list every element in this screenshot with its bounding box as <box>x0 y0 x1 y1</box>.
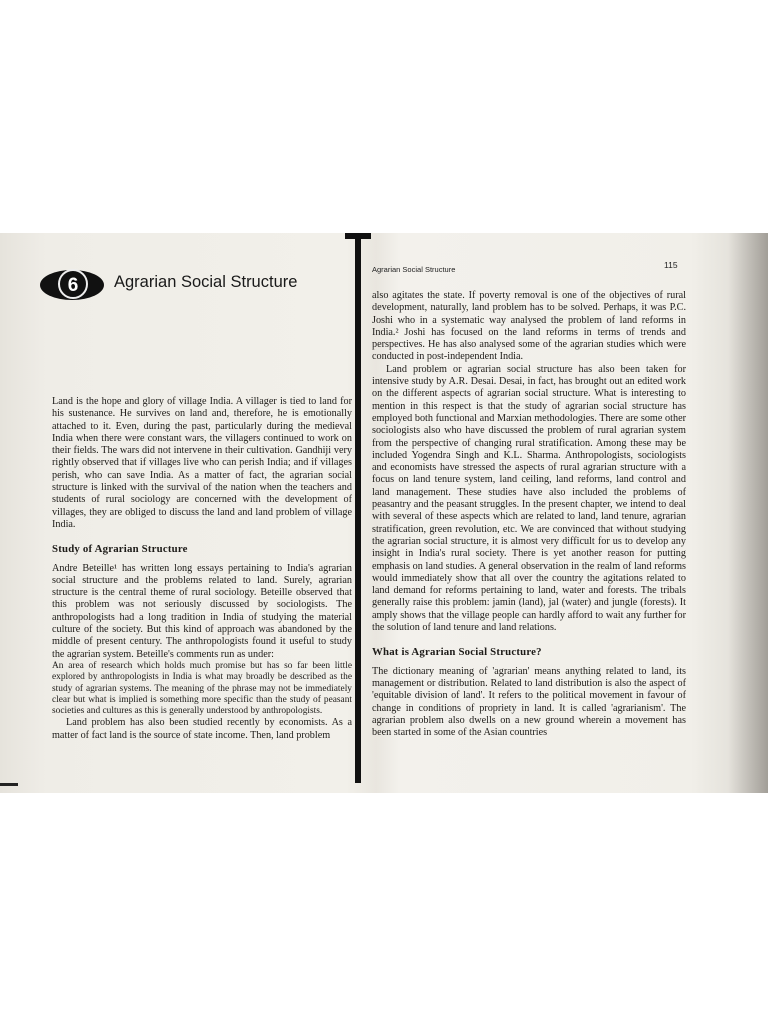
block-quote: An area of research which holds much promise but has so far been little explored by anthropologists in India is what may broadly be described as the study of agrarian systems. The meaning of the phrase may not be immediately clear but what is implied is something more specific than the study of peasant societies and cultures as this is generally understood by anthropologists. <box>52 660 352 717</box>
left-page-text <box>52 396 352 742</box>
intro-paragraph: Land is the hope and glory of village India. A villager is tied to land for his sustenance. He survives on land and, therefore, he is emotionally attached to it. Even, during the past, particularly during the medieval India when there were constant wars, the villagers continued to work on their fields. The wars did not intervene in their cultivation. Gandhiji very rightly observed that if villages live who can perish India; and if villages perish, who can save India. As a matter of fact, the agrarian social structure is linked with the survival of the nation when the teachers and students of rural sociology are concerned with the development of villages, they are obliged to discuss the land and land problem of village India. <box>52 396 352 530</box>
right-page-text <box>372 290 686 739</box>
running-head: Agrarian Social Structure <box>372 265 456 274</box>
paragraph: Land problem or agrarian social structure has also been taken for intensive study by A.R. Desai. Desai, in fact, has brought out an edited work on the different aspects of agrarian social structure. What is interesting to mention in this respect is that the study of agrarian social structure has employed both functional and Marxian methodologies. There are some other sociologists also who have discussed the problem of rural agrarian system from the perspective of changing rural stratification. Among these may be included Yogendra Singh and K.L. Sharma. Anthropologists, sociologists and economists have stressed the aspects of rural agrarian structure with a focus on land tenure system, land ceiling, land reforms, land control and land management. These studies have also included the problems of peasantry and the peasant struggles. In the present chapter, we intend to deal with several of these aspects which are related to land, land tenure, agrarian stratification, green revolution, etc. We are convinced that without studying the agrarian social structure, it is almost very difficult for us to develop any insight in India's rural society. There is yet another reason for putting emphasis on land studies. A general observation in the realm of land reforms would immediately show that all over the country the agitations related to land demand for reforms pertaining to land, water and forests. The tribals generally raise this problem: jamin (land), jal (water) and jungle (forests). It amply shows that the village people can hardly afford to wait any further for the solution of land tenure and land relations. <box>372 363 686 634</box>
chapter-number: 6 <box>58 269 88 299</box>
paragraph: Land problem has also been studied recently by economists. As a matter of fact land is the source of state income. Then, land problem <box>52 717 352 741</box>
paragraph: Andre Beteille¹ has written long essays pertaining to India's agrarian social structure and the problems related to land. Surely, agrarian structure is the central theme of rural sociology. Beteille observed that this problem was not seriously discussed by sociologists. The anthropologists had a long tradition in India of studying the material culture of the society. But this kind of approach was abandoned by the middle of present century. The anthropologists found it useful to study the agrarian system. Beteille's comments run as under: <box>52 562 352 660</box>
paragraph: also agitates the state. If poverty removal is one of the objectives of rural development, naturally, land problem has to be solved. Perhaps, it was P.C. Joshi who in a systematic way analysed the problem of land reforms in India.² Joshi has focused on the land reforms in terms of trends and perspectives. He has also analysed some of the agrarian studies which were conducted in post-independent India. <box>372 290 686 363</box>
chapter-title: Agrarian Social Structure <box>114 273 298 291</box>
paragraph: The dictionary meaning of 'agrarian' means anything related to land, its management or distribution. Related to land distribution is also the aspect of 'equitable division of land'. It refers to the political movement in favour of change in conditions of propriety in land. It is called 'agrarianism'. The agrarian problem also dwells on a new ground wherein a movement has been started in some of the Asian countries <box>372 665 686 739</box>
page-number: 115 <box>664 260 678 270</box>
book-spine <box>355 235 361 783</box>
section-heading-study: Study of Agrarian Structure <box>52 543 188 556</box>
scan-edge-mark <box>0 783 18 786</box>
section-heading-what: What is Agrarian Social Structure? <box>372 646 542 659</box>
scanned-book-spread <box>0 233 768 793</box>
